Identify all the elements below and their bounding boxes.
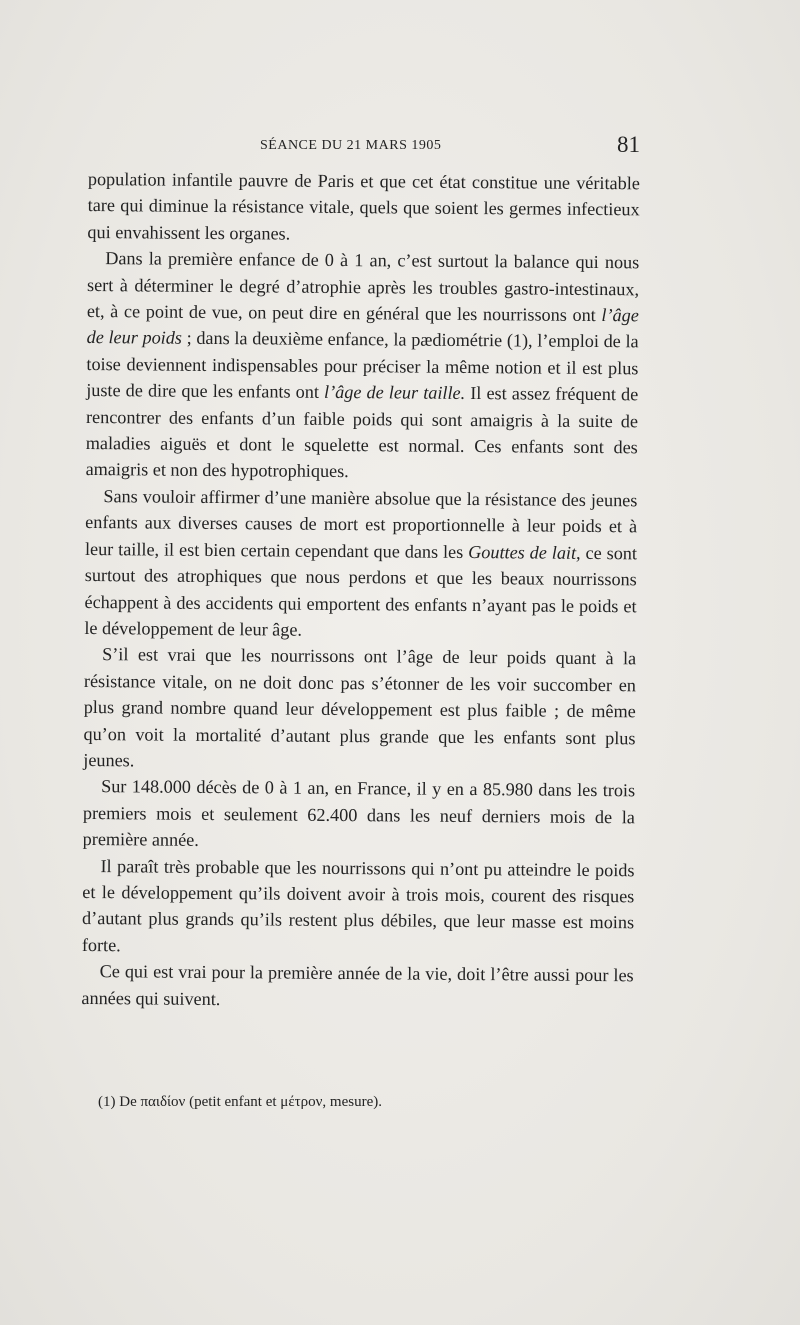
paragraph — [87, 166, 640, 250]
text-run: Sans vouloir affirmer d’une manière absolue que la résistance des jeunes enfants aux diverses causes de mort est proportionnelle à leur poids et à leur taille, il est bien certain cependant que dans les — [84, 486, 638, 562]
text-run: Dans la première enfance de 0 à 1 an, c’est surtout la balance qui nous sert à déterminer le degré d’atrophie après les troubles gastro-intestinaux, et, à ce point de vue, on peut dire en général que les nourrissons ont — [86, 248, 640, 326]
text-run: S’il est vrai que les nourrissons ont l’âge de leur poids quant à la résistance vitale, on ne doit donc pas s’étonner de les voir succomber en plus grand nombre quand leur développement est plus faible ; de même qu’on voit la mortalité d’autant plus grande que les enfants sont plus jeunes. — [83, 644, 637, 771]
text-run: Il est assez fréquent de rencontrer des enfants d’un faible poids qui sont amaigris à la suite de maladies aiguës et dont le squelette est normal. Ces enfants sont des amaigris et non des hypotrophiques. — [85, 383, 639, 482]
text-run: ; dans la deuxième enfance, la pædiométrie (1), l’emploi de la toise deviennent indispensables pour préciser la même notion et il est plus juste de dire que les enfants ont — [86, 328, 639, 403]
italic-text: Gouttes de lait, — [468, 541, 581, 563]
text-run: population infantile pauvre de Paris et que cet état constitue une véritable tare qui diminue la résistance vitale, quels que soient les germes infectieux qui envahissent les organes. — [87, 168, 640, 244]
paragraph — [82, 853, 635, 963]
paragraph — [83, 773, 636, 857]
paragraph — [86, 245, 640, 487]
running-title: SÉANCE DU 21 MARS 1905 — [260, 138, 442, 153]
text-run: Ce qui est vrai pour la première année de la vie, doit l’être aussi pour les années qui suivent. — [81, 961, 634, 1009]
paragraph — [81, 958, 633, 1015]
running-head — [88, 132, 640, 162]
paragraph — [84, 483, 637, 646]
italic-text: l’âge de leur taille. — [323, 382, 466, 404]
paragraph — [83, 641, 636, 777]
body-text — [81, 166, 640, 1015]
text-run: ce sont surtout des atrophiques que nous perdons et que les beaux nourrissons échappent à des accidents qui emportent des enfants n’ayant pas le poids et le développement de leur âge. — [84, 542, 638, 640]
italic-text: l’âge de leur poids — [86, 305, 639, 349]
footnote: (1) De παιδίον (petit enfant et μέτρον, mesure). — [98, 1094, 382, 1110]
text-run: Il paraît très probable que les nourrissons qui n’ont pu atteindre le poids et le développement qu’ils doivent avoir à trois mois, courent des risques d’autant plus grands qu’ils restent plus débiles, que leur masse est moins forte. — [81, 855, 635, 956]
page-number: 81 — [617, 132, 640, 157]
text-run: Sur 148.000 décès de 0 à 1 an, en France, il y en a 85.980 dans les trois premiers mois et seulement 62.400 dans les neuf derniers mois de la première année. — [82, 776, 636, 851]
